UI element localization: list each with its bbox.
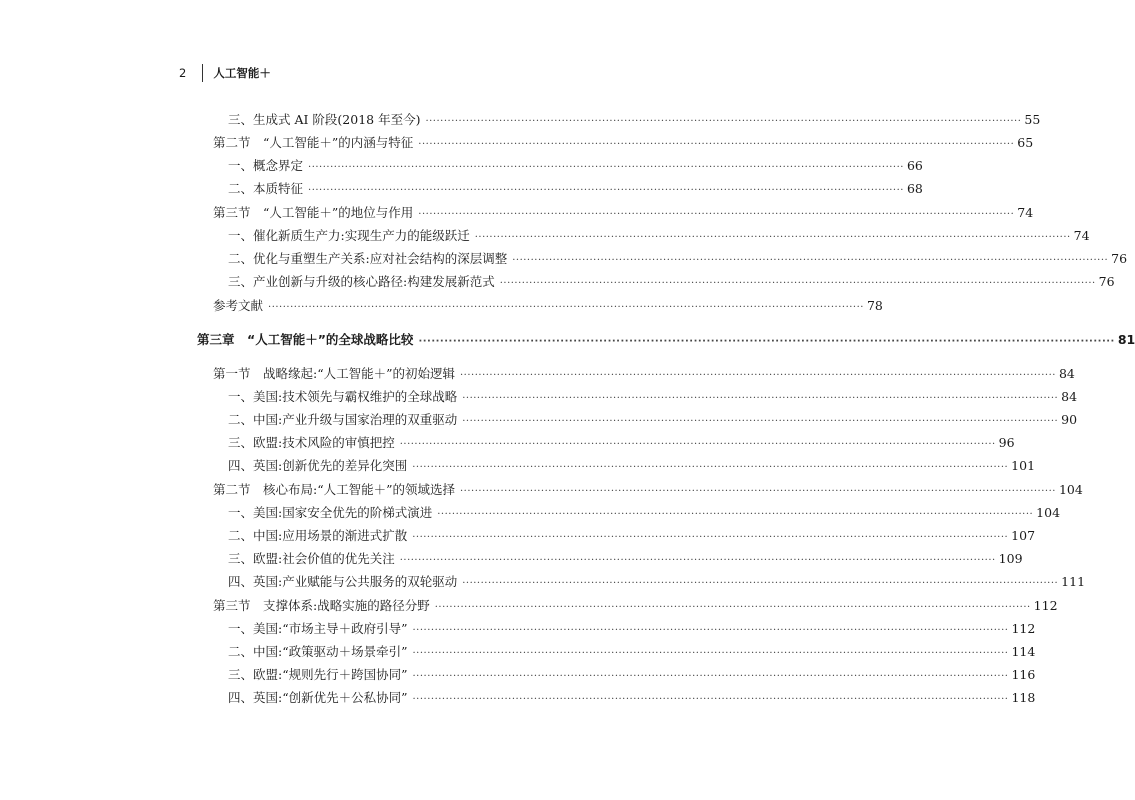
toc-item: [0, 110, 1041, 130]
toc-entry-label: 参考文献: [213, 298, 264, 313]
toc-entry-page: 104: [1058, 482, 1083, 497]
dot-leader: [460, 482, 1056, 502]
toc-item: [0, 572, 1086, 592]
page-number: 2: [179, 66, 187, 80]
dot-leader: [412, 458, 1008, 478]
dot-leader: [462, 389, 1058, 409]
toc-references: [0, 296, 883, 316]
toc-entry-page: 90: [1061, 412, 1078, 427]
toc-entry-page: 81: [1117, 332, 1135, 347]
dot-leader: [425, 112, 1021, 132]
dot-leader: [413, 644, 1009, 664]
toc-entry-label: 一、美国:“市场主导＋政府引导”: [228, 621, 408, 636]
dot-leader: [412, 528, 1008, 548]
toc-entry-label: 一、美国:国家安全优先的阶梯式演进: [228, 505, 433, 520]
toc-item: [0, 688, 1036, 708]
dot-leader: [435, 598, 1031, 618]
toc-entry-page: 111: [1061, 574, 1086, 589]
toc-item: [0, 526, 1036, 546]
toc-entry-page: 74: [1017, 205, 1034, 220]
dot-leader: [437, 505, 1033, 525]
dot-leader: [462, 574, 1058, 594]
toc-entry-page: 96: [998, 435, 1015, 450]
toc-entry-label: 第一节 战略缘起:“人工智能＋”的初始逻辑: [213, 366, 455, 381]
toc-entry-label: 第二节 “人工智能＋”的内涵与特征: [213, 135, 414, 150]
dot-leader: [418, 205, 1014, 225]
toc-item: [0, 503, 1061, 523]
dot-leader: [512, 251, 1108, 271]
toc-entry-label: 一、概念界定: [228, 158, 304, 173]
dot-leader: [413, 690, 1009, 710]
toc-entry-label: 二、优化与重塑生产关系:应对社会结构的深层调整: [228, 251, 508, 266]
toc-entry-page: 101: [1011, 458, 1036, 473]
toc-section: [0, 133, 1034, 153]
toc-entry-label: 一、催化新质生产力:实现生产力的能级跃迁: [228, 228, 470, 243]
toc-item: [0, 226, 1090, 246]
toc-entry-label: 第三章 “人工智能＋”的全球战略比较: [197, 332, 414, 347]
toc-section: [0, 203, 1034, 223]
toc-entry-label: 三、生成式 AI 阶段(2018 年至今): [228, 112, 421, 127]
toc-item: [0, 272, 1115, 292]
toc-entry-label: 四、英国:产业赋能与公共服务的双轮驱动: [228, 574, 458, 589]
toc-entry-page: 112: [1033, 598, 1058, 613]
toc-entry-label: 三、欧盟:技术风险的审慎把控: [228, 435, 395, 450]
toc-chapter: [0, 330, 1135, 350]
toc-entry-page: 65: [1017, 135, 1034, 150]
toc-section: [0, 364, 1075, 384]
toc-entry-label: 一、美国:技术领先与霸权维护的全球战略: [228, 389, 458, 404]
dot-leader: [462, 412, 1058, 432]
toc-entry-page: 76: [1111, 251, 1128, 266]
toc-item: [0, 156, 923, 176]
toc-section: [0, 596, 1058, 616]
dot-leader: [475, 228, 1071, 248]
toc-item: [0, 456, 1036, 476]
toc-entry-label: 第三节 “人工智能＋”的地位与作用: [213, 205, 414, 220]
toc-entry-page: 76: [1098, 274, 1115, 289]
toc-item: [0, 387, 1078, 407]
toc-item: [0, 179, 923, 199]
toc-entry-page: 84: [1058, 366, 1075, 381]
toc-entry-page: 68: [906, 181, 923, 196]
toc-entry-page: 116: [1011, 667, 1036, 682]
toc-entry-page: 107: [1011, 528, 1036, 543]
toc-item: [0, 410, 1078, 430]
toc-entry-label: 二、本质特征: [228, 181, 304, 196]
toc-entry-page: 112: [1011, 621, 1036, 636]
toc-entry-label: 三、欧盟:社会价值的优先关注: [228, 551, 395, 566]
toc-item: [0, 619, 1036, 639]
dot-leader: [413, 621, 1009, 641]
toc-entry-page: 66: [906, 158, 923, 173]
toc-section: [0, 480, 1083, 500]
toc-entry-label: 二、中国:“政策驱动＋场景牵引”: [228, 644, 408, 659]
toc-entry-label: 四、英国:创新优先的差异化突围: [228, 458, 408, 473]
dot-leader: [500, 274, 1096, 294]
dot-leader: [418, 332, 1114, 352]
toc-entry-page: 74: [1073, 228, 1090, 243]
dot-leader: [308, 158, 904, 178]
toc-entry-label: 三、欧盟:“规则先行＋跨国协同”: [228, 667, 408, 682]
toc-entry-label: 三、产业创新与升级的核心路径:构建发展新范式: [228, 274, 495, 289]
toc-entry-label: 二、中国:应用场景的渐进式扩散: [228, 528, 408, 543]
dot-leader: [400, 435, 996, 455]
book-title: 人工智能＋: [213, 66, 271, 80]
toc-entry-page: 78: [866, 298, 883, 313]
toc-entry-label: 第三节 支撑体系:战略实施的路径分野: [213, 598, 430, 613]
toc-item: [0, 249, 1128, 269]
toc-entry-label: 第二节 核心布局:“人工智能＋”的领域选择: [213, 482, 455, 497]
toc-entry-page: 55: [1024, 112, 1041, 127]
toc-item: [0, 549, 1023, 569]
toc-entry-page: 118: [1011, 690, 1036, 705]
dot-leader: [413, 667, 1009, 687]
dot-leader: [400, 551, 996, 571]
toc-entry-label: 二、中国:产业升级与国家治理的双重驱动: [228, 412, 458, 427]
toc-entry-page: 84: [1061, 389, 1078, 404]
dot-leader: [460, 366, 1056, 386]
dot-leader: [418, 135, 1014, 155]
toc-entry-page: 114: [1011, 644, 1036, 659]
toc-item: [0, 642, 1036, 662]
toc-entry-page: 104: [1036, 505, 1061, 520]
toc-item: [0, 665, 1036, 685]
dot-leader: [308, 181, 904, 201]
toc-entry-label: 四、英国:“创新优先＋公私协同”: [228, 690, 408, 705]
dot-leader: [268, 298, 864, 318]
toc-entry-page: 109: [998, 551, 1023, 566]
toc-item: [0, 433, 1015, 453]
